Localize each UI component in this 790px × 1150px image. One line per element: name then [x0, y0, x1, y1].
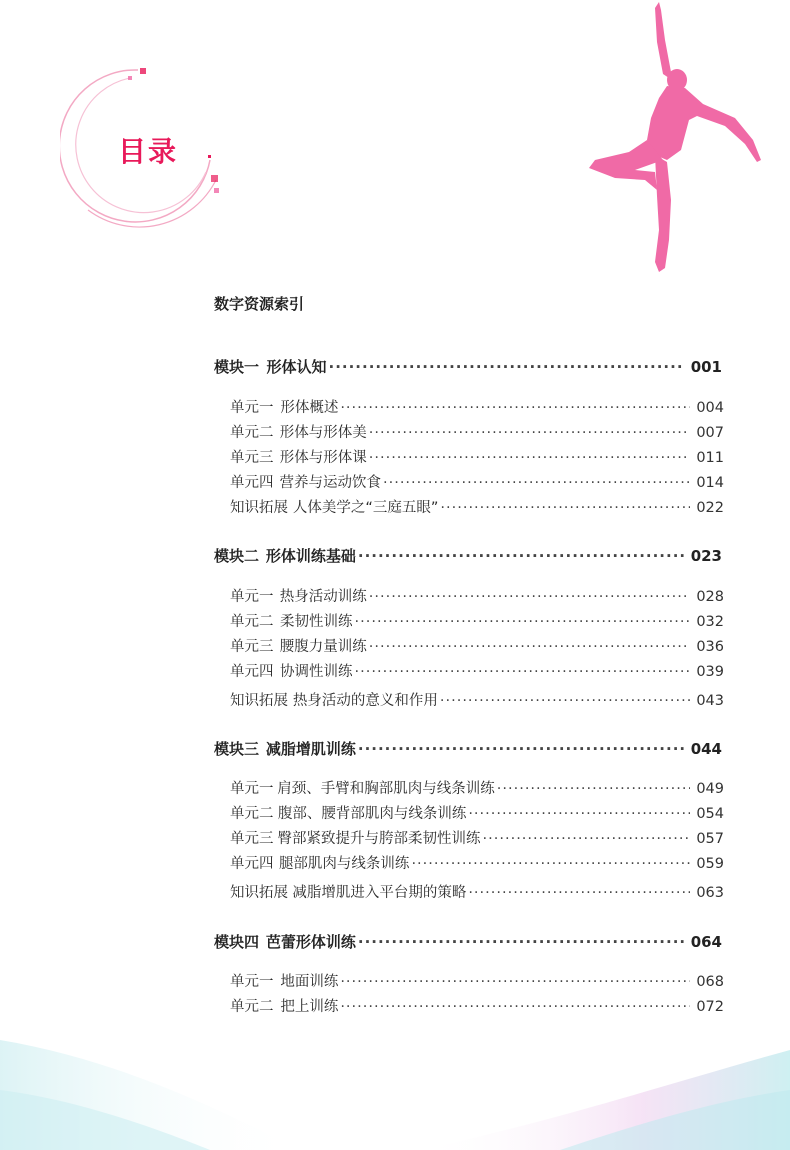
page-number: 068	[696, 974, 724, 990]
page-number: 072	[696, 999, 724, 1015]
unit-row[interactable]	[230, 446, 724, 467]
unit-row[interactable]	[230, 689, 724, 710]
unit-row[interactable]	[230, 852, 724, 873]
unit-label: 单元四	[230, 475, 274, 491]
unit-row[interactable]	[230, 496, 724, 517]
page-number: 059	[696, 856, 724, 872]
page-number: 054	[696, 806, 724, 822]
dot-leader	[340, 974, 690, 990]
dot-leader	[369, 589, 691, 605]
dot-leader	[468, 885, 690, 901]
unit-label: 单元四	[230, 664, 274, 680]
unit-label: 单元三	[230, 639, 274, 655]
dot-leader	[358, 547, 685, 565]
unit-label: 单元一	[230, 400, 274, 416]
unit-title: 形体与形体美	[279, 425, 367, 441]
module-label: 模块三	[214, 740, 260, 758]
page-title: 目录	[118, 135, 179, 168]
unit-row[interactable]	[230, 827, 724, 848]
dot-leader	[355, 664, 691, 680]
page-number: 063	[696, 885, 724, 901]
module-label: 模块二	[214, 547, 260, 565]
unit-title: 减脂增肌进入平台期的策略	[292, 885, 467, 901]
unit-row[interactable]	[230, 995, 724, 1016]
unit-label: 单元四	[230, 856, 274, 872]
dot-leader	[497, 781, 691, 797]
unit-label: 知识拓展	[230, 500, 288, 516]
unit-row[interactable]	[230, 777, 724, 798]
unit-title: 协调性训练	[280, 664, 353, 680]
unit-label: 单元二	[230, 614, 274, 630]
unit-row[interactable]	[230, 471, 724, 492]
page-number: 057	[696, 831, 724, 847]
unit-title: 肩颈、手臂和胸部肌肉与线条训练	[277, 781, 495, 797]
page-number: 032	[696, 614, 724, 630]
dot-leader	[358, 740, 685, 758]
unit-title: 把上训练	[280, 999, 339, 1015]
unit-title: 腰腹力量训练	[279, 639, 367, 655]
unit-title: 形体与形体课	[279, 450, 367, 466]
unit-label: 单元二	[230, 999, 274, 1015]
module-row[interactable]	[214, 931, 722, 952]
dot-leader	[369, 639, 691, 655]
unit-label: 单元一	[230, 974, 274, 990]
unit-row[interactable]	[230, 396, 724, 417]
unit-label: 单元三	[230, 831, 274, 847]
unit-row[interactable]	[230, 585, 724, 606]
module-title: 芭蕾形体训练	[265, 933, 356, 951]
unit-row[interactable]	[230, 610, 724, 631]
unit-title: 腿部肌肉与线条训练	[278, 856, 410, 872]
unit-row[interactable]	[230, 635, 724, 656]
module-row[interactable]	[214, 356, 722, 377]
dot-leader	[329, 358, 685, 376]
unit-row[interactable]	[230, 881, 724, 902]
unit-title: 臀部紧致提升与胯部柔韧性训练	[277, 831, 481, 847]
unit-label: 单元二	[230, 425, 274, 441]
dot-leader	[358, 933, 685, 951]
page-number: 064	[690, 933, 722, 951]
page-number: 001	[690, 358, 722, 376]
unit-row[interactable]	[230, 660, 724, 681]
page-number: 044	[690, 740, 722, 758]
unit-title: 营养与运动饮食	[279, 475, 381, 491]
dot-leader	[411, 856, 690, 872]
page-number: 043	[696, 693, 724, 709]
dot-leader	[440, 693, 690, 709]
digital-resource-index-link[interactable]: 数字资源索引	[214, 295, 305, 313]
ballet-dancer-silhouette	[585, 0, 765, 280]
unit-title: 腹部、腰背部肌肉与线条训练	[277, 806, 467, 822]
page-number: 014	[696, 475, 724, 491]
dot-leader	[383, 475, 690, 491]
page-number: 023	[690, 547, 722, 565]
module-label: 模块一	[214, 358, 260, 376]
dot-leader	[369, 450, 691, 466]
unit-title: 人体美学之“三庭五眼”	[292, 500, 439, 516]
module-title: 减脂增肌训练	[265, 740, 356, 758]
unit-label: 单元一	[230, 589, 274, 605]
unit-title: 柔韧性训练	[280, 614, 353, 630]
unit-row[interactable]	[230, 802, 724, 823]
unit-label: 知识拓展	[230, 885, 288, 901]
page-number: 007	[696, 425, 724, 441]
unit-title: 地面训练	[280, 974, 339, 990]
page-number: 022	[696, 500, 724, 516]
page-number: 039	[696, 664, 724, 680]
module-title: 形体认知	[266, 358, 327, 376]
dot-leader	[440, 500, 690, 516]
unit-label: 单元一	[230, 781, 274, 797]
module-row[interactable]	[214, 738, 722, 759]
dot-leader	[340, 999, 690, 1015]
page-number: 049	[696, 781, 724, 797]
dot-leader	[468, 806, 690, 822]
page-number: 036	[696, 639, 724, 655]
module-label: 模块四	[214, 933, 260, 951]
unit-title: 形体概述	[280, 400, 339, 416]
dot-leader	[355, 614, 691, 630]
page-number: 011	[696, 450, 724, 466]
unit-row[interactable]	[230, 421, 724, 442]
module-title: 形体训练基础	[265, 547, 356, 565]
dot-leader	[369, 425, 691, 441]
module-row[interactable]	[214, 545, 722, 566]
unit-title: 热身活动训练	[279, 589, 367, 605]
unit-title: 热身活动的意义和作用	[292, 693, 438, 709]
dot-leader	[483, 831, 691, 847]
unit-row[interactable]	[230, 970, 724, 991]
dot-leader	[340, 400, 690, 416]
unit-label: 单元三	[230, 450, 274, 466]
unit-label: 知识拓展	[230, 693, 288, 709]
page-number: 004	[696, 400, 724, 416]
unit-label: 单元二	[230, 806, 274, 822]
page-number: 028	[696, 589, 724, 605]
